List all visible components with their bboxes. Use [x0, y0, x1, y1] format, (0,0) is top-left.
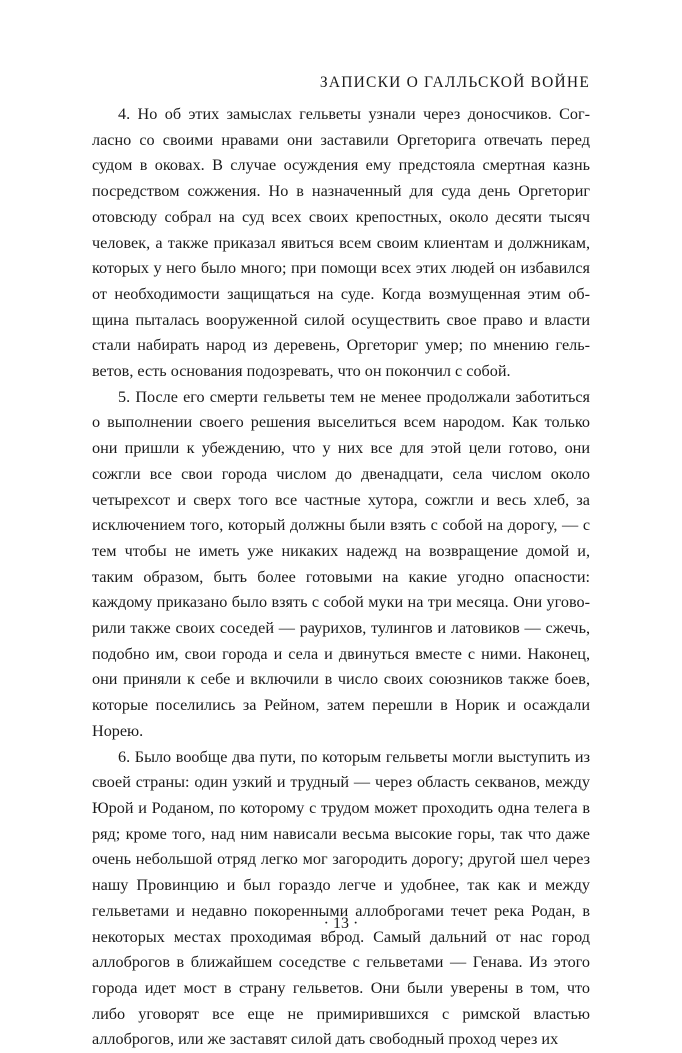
page-content — [92, 73, 590, 1053]
paragraph-4: 4. Но об этих замыслах гельветы узнали через доносчиков. Согласно со своими нравами они заставили Оргеторига отвечать перед судом в оковах. В случае осуждения ему предстояла смертная казнь посредством сожжения. Но в назначенный для суда день Оргеториг отовсюду собрал на суд всех своих крепостных, около десяти тысяч человек, а также приказал явиться всем своим клиентам и должникам, которых у него было много; при помощи всех этих людей он избавился от необходимости защищаться на суде. Когда возмущенная этим община пыталась вооруженной силой осуществить свое право и власти стали набирать народ из деревень, Оргеториг умер; по мнению гельветов, есть основания подозревать, что он покончил с собой. — [92, 105, 590, 381]
page-number: · 13 · — [323, 915, 359, 932]
paragraph-6: 6. Было вообще два пути, по которым гельветы могли выступить из своей страны: один узкий и трудный — через область секванов, между Юрой и Роданом, по которому с трудом может проходить одна телега в ряд; кроме того, над ним нависали весьма высокие горы, так что даже очень небольшой отряд легко мог загородить дорогу; другой шел через нашу Провинцию и был гораздо легче и удобнее, так как и между гельветами и недавно покоренными аллоброгами течет река Родан, в некоторых местах проходимая вброд. Самый дальний от нас город аллоброгов в ближайшем соседстве с гельветами — Генава. Из этого города идет мост в страну гельветов. Они были уверены в том, что либо уговорят все еще не примирившихся с римской властью аллоброгов, или же заставят силой дать свободный проход через их — [92, 747, 590, 1049]
paragraph-5: 5. После его смерти гельветы тем не менее продолжали заботиться о выполнении своего решения выселиться всем народом. Как только они пришли к убеждению, что у них все для этой цели готово, они сожгли все свои города числом до двенадцати, села числом около четырехсот и сверх того все частные хутора, сожгли и весь хлеб, за исключением того, который должны были взять с собой на дорогу, — с тем чтобы не иметь уже никаких надежд на возвращение домой и, таким образом, быть более готовыми на какие угодно опасности: каждому приказано было взять с собой муки на три месяца. Они уговорили также своих соседей — раурихов, тулингов и латовиков — сжечь, подобно им, свои города и села и двинуться вместе с ними. Наконец, они приняли к себе и включили в число своих союзников также боев, которые поселились за Рейном, затем перешли в Норик и осаждали Норею. — [92, 387, 590, 740]
running-title: ЗАПИСКИ О ГАЛЛЬСКОЙ ВОЙНЕ — [319, 74, 590, 91]
